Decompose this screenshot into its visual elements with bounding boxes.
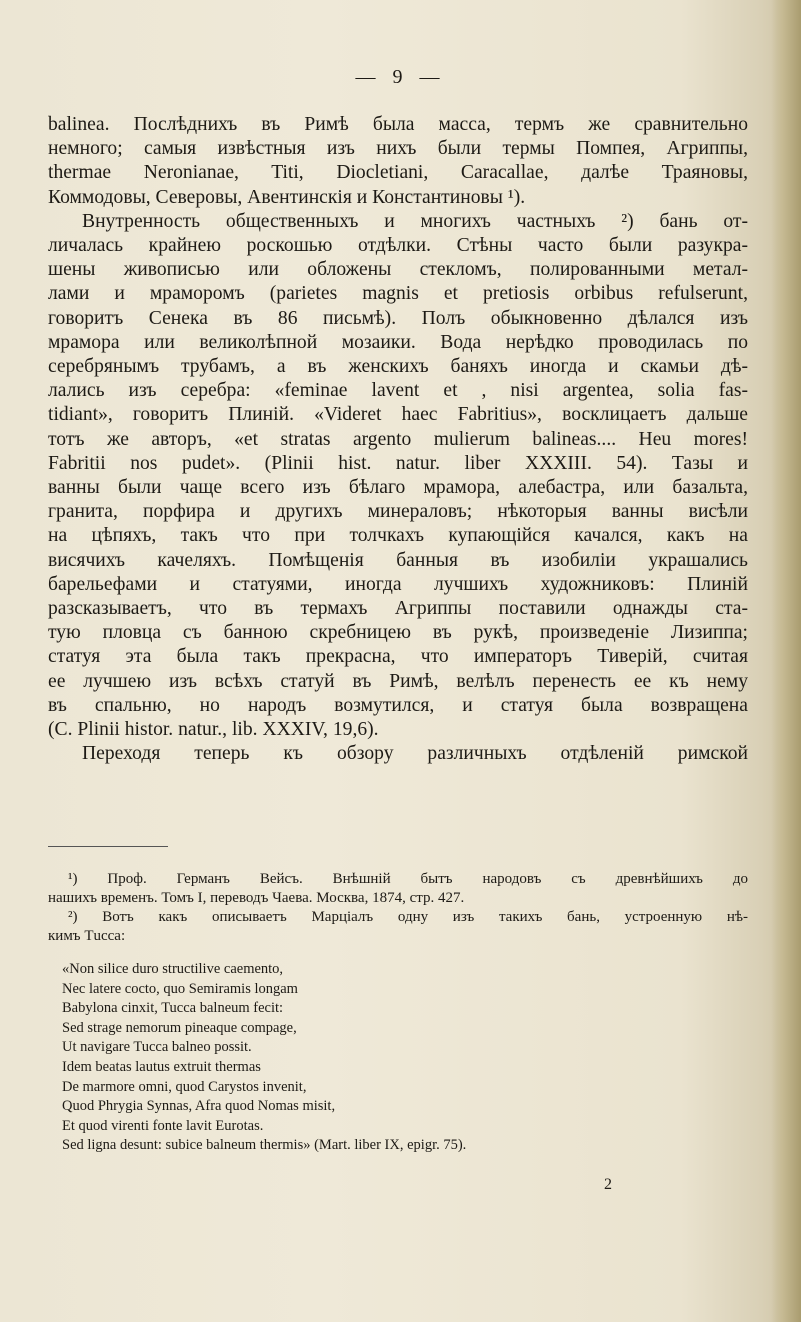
body-line: разсказываетъ, что въ термахъ Агриппы поставили однажды ста- (48, 598, 748, 620)
body-line: Коммодовы, Северовы, Авентинскія и Константиновы ¹). (48, 186, 526, 208)
poem-line: Et quod virenti fonte lavit Eurotas. (62, 1117, 264, 1134)
body-line: ее лучшею изъ всѣхъ статуй въ Римѣ, велѣлъ перенесть ее къ нему (48, 670, 748, 692)
footnotes-block (48, 870, 748, 946)
main-text-block (48, 113, 748, 766)
body-line: шены живописью или обложены стекломъ, полированными метал- (48, 259, 748, 281)
footnote-divider (48, 846, 168, 847)
signature-mark: 2 (604, 1176, 612, 1193)
body-line: статуя эта была такъ прекрасна, что императоръ Тиверій, считая (48, 646, 748, 668)
body-line: въ спальню, но народъ возмутился, и статуя была возвращена (48, 694, 748, 716)
footnote-line: ¹) Проф. Германъ Вейсъ. Внѣшній бытъ народовъ съ древнѣйшихъ до (68, 871, 748, 887)
footnote-line: кимъ Тucca: (48, 928, 126, 944)
body-line: Внутренность общественныхъ и многихъ частныхъ ²) бань от- (82, 210, 748, 232)
body-line: лами и мраморомъ (parietes magnis et pretiosis orbibus refulserunt, (48, 283, 748, 305)
body-line: тотъ же авторъ, «et stratas argento mulierum balineas.... Heu mores! (48, 428, 748, 450)
poem-line: Ut navigare Tucca balneo possit. (62, 1039, 252, 1056)
body-line: серебрянымъ трубамъ, а въ женскихъ баняхъ иногда и скамьи дѣ- (48, 356, 748, 378)
poem-line: Nec latere cocto, quo Semiramis longam (62, 980, 298, 997)
body-line: (C. Plinii histor. natur., lib. XXXIV, 19,6). (48, 719, 379, 741)
footnote-line: ²) Вотъ какъ описываетъ Марціалъ одну изъ такихъ бань, устроенную нѣ- (68, 909, 748, 925)
poem-line: Idem beatas lautus extruit thermas (62, 1058, 261, 1075)
body-line: thermae Neronianae, Titi, Diocletiani, Caracallae, далѣе Траяновы, (48, 162, 748, 184)
body-line: Fabritii nos pudet». (Plinii hist. natur. liber XXXIII. 54). Тазы и (48, 452, 748, 474)
footnote-line: нашихъ временъ. Томъ I, переводъ Чаева. Москва, 1874, стр. 427. (48, 890, 465, 906)
poem-line: «Non silice duro structilive caemento, (62, 961, 284, 977)
body-line: Переходя теперь къ обзору различныхъ отдѣленій римской (82, 743, 748, 765)
body-line: немного; самыя извѣстныя изъ нихъ были термы Помпея, Агриппы, (48, 138, 748, 160)
poem-line: Babylona cinxit, Tucca balneum fecit: (62, 1000, 284, 1017)
body-line: на цѣпяхъ, такъ что при толчкахъ купающійся качался, какъ на (48, 525, 748, 547)
epigram-quote (62, 960, 762, 1156)
page-number: — 9 — (355, 66, 446, 88)
poem-line: Quod Phrygia Synnas, Afra quod Nomas misit, (62, 1098, 336, 1115)
body-line: balinea. Послѣднихъ въ Римѣ была масса, термъ же сравнительно (48, 114, 748, 135)
body-line: лались изъ серебра: «feminae lavent et , nisi argentea, solia fas- (48, 380, 748, 402)
poem-line: Sed strage nemorum pineaque compage, (62, 1019, 297, 1036)
body-line: гранита, порфира и другихъ минераловъ; нѣкоторыя ванны висѣли (48, 501, 748, 523)
body-line: висячихъ качеляхъ. Помѣщенія банныя въ изобиліи украшались (48, 549, 748, 571)
body-line: tidiant», говоритъ Плиній. «Videret haec Fabritius», восклицаетъ дальше (48, 404, 748, 426)
body-line: тую пловца съ банною скребницею въ рукѣ, произведеніе Лизиппа; (48, 622, 748, 644)
body-line: мрамора или великолѣпной мозаики. Вода нерѣдко проводилась по (48, 331, 748, 353)
body-line: говоритъ Сенека въ 86 письмѣ). Полъ обыкновенно дѣлался изъ (48, 307, 748, 329)
page-edge-shadow (771, 0, 801, 1322)
body-line: барельефами и статуями, иногда лучшихъ художниковъ: Плиній (48, 573, 748, 595)
poem-line: Sed ligna desunt: subice balneum thermis» (Mart. liber IX, epigr. 75). (62, 1137, 467, 1154)
body-line: личалась крайнею роскошью отдѣлки. Стѣны часто были разукра- (48, 235, 748, 257)
poem-line: De marmore omni, quod Carystos invenit, (62, 1078, 307, 1095)
body-line: ванны были чаще всего изъ бѣлаго мрамора, алебастра, или базальта, (48, 477, 748, 499)
